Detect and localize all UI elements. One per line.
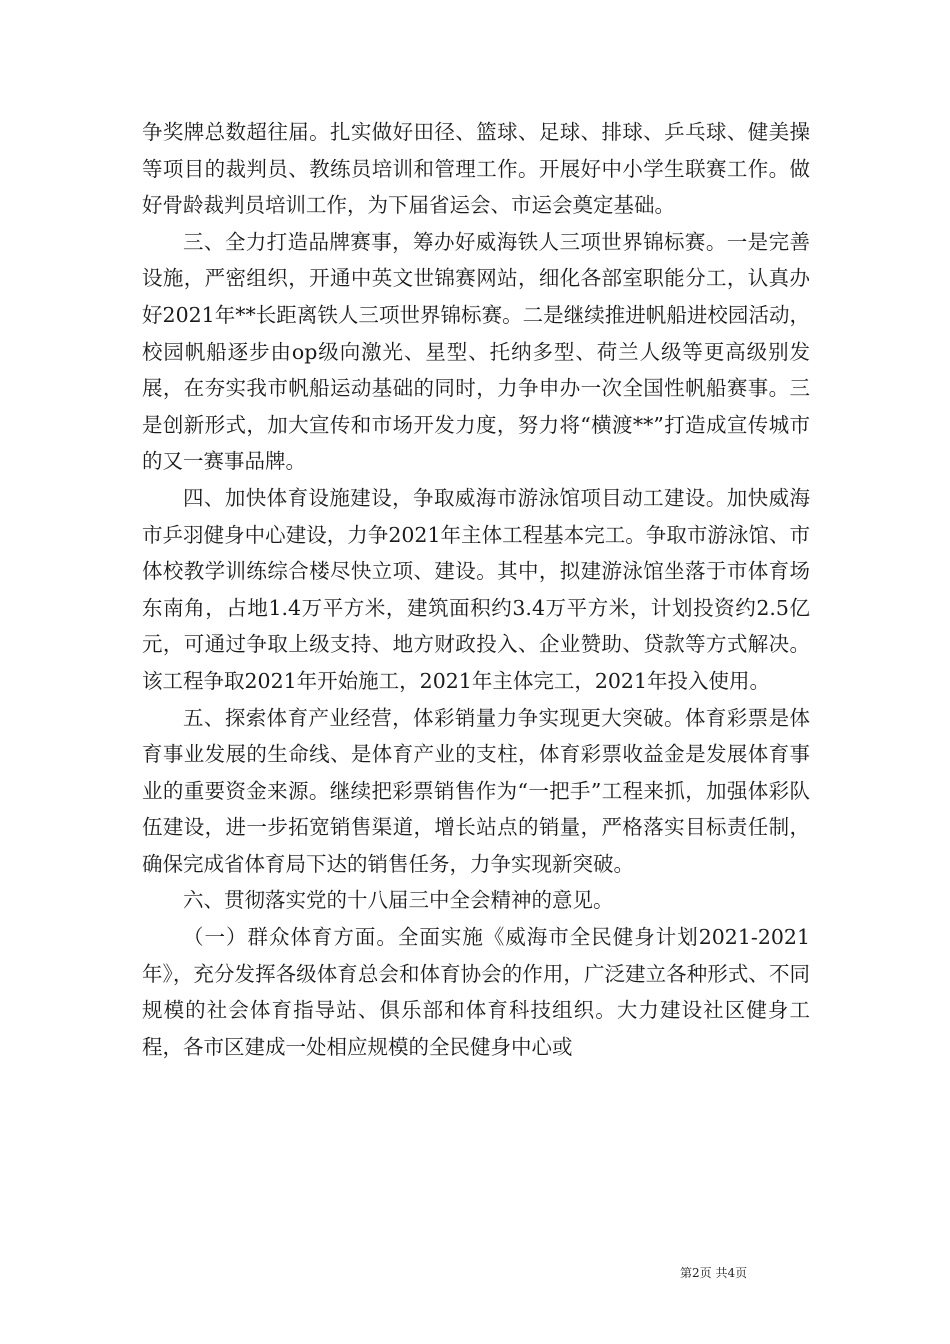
paragraph-brand-events: 三、全力打造品牌赛事，筹办好威海铁人三项世界锦标赛。一是完善设施，严密组织，开通中英文世锦赛网站，细化各部室职能分工，认真办好2021年**长距离铁人三项世界锦标赛。二是继续推进帆船进校园活动，校园帆船逐步由op级向激光、星型、托纳多型、荷兰人级等更高级别发展，在夯实我市帆船运动基础的同时，力争申办一次全国性帆船赛事。三是创新形式，加大宣传和市场开发力度，努力将“横渡**”打造成宣传城市的又一赛事品牌。 (142, 229, 810, 474)
document-body (142, 114, 810, 1065)
paragraph-lottery: 五、探索体育产业经营，体彩销量力争实现更大突破。体育彩票是体育事业发展的生命线、是体育产业的支柱，体育彩票收益金是发展体育事业的重要资金来源。继续把彩票销售作为“一把手”工程来抓，加强体彩队伍建设，进一步拓宽销售渠道，增长站点的销量，严格落实目标责任制，确保完成省体育局下达的销售任务，力争实现新突破。 (142, 705, 810, 876)
paragraph-plenum-heading: 六、贯彻落实党的十八届三中全会精神的意见。 (183, 888, 614, 913)
paragraph-facilities: 四、加快体育设施建设，争取威海市游泳馆项目动工建设。加快威海市乒羽健身中心建设，力争2021年主体工程基本完工。争取市游泳馆、市体校教学训练综合楼尽快立项、建设。其中，拟建游泳馆坐落于市体育场东南角，占地1.4万平方米，建筑面积约3.4万平方米，计划投资约2.5亿元，可通过争取上级支持、地方财政投入、企业赞助、贷款等方式解决。该工程争取2021年开始施工，2021年主体完工，2021年投入使用。 (142, 485, 810, 693)
paragraph-continuation: 争奖牌总数超往届。扎实做好田径、篮球、足球、排球、乒乓球、健美操等项目的裁判员、教练员培训和管理工作。开展好中小学生联赛工作。做好骨龄裁判员培训工作，为下届省运会、市运会奠定基础。 (142, 120, 810, 218)
page-number-footer: 第2页 共4页 (680, 1266, 748, 1280)
paragraph-mass-sports: （一）群众体育方面。全面实施《威海市全民健身计划2021-2021年》，充分发挥各级体育总会和体育协会的作用，广泛建立各种形式、不同规模的社会体育指导站、俱乐部和体育科技组织。大力建设社区健身工程，各市区建成一处相应规模的全民健身中心或 (142, 925, 810, 1059)
